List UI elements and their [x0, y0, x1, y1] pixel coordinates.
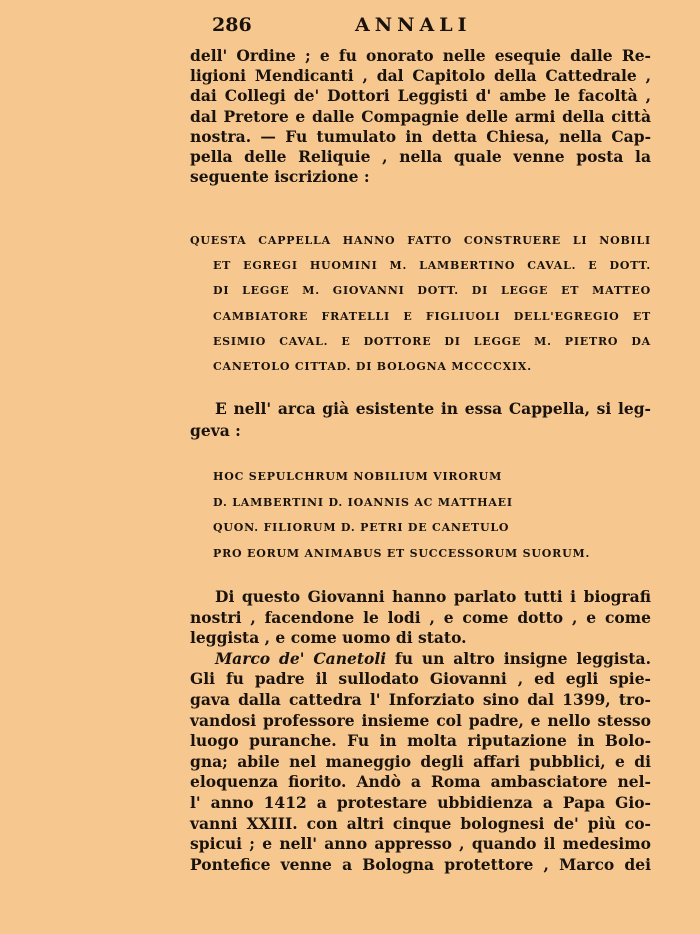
running-title: ANNALI: [355, 14, 472, 36]
inscription-line: PRO EORUM ANIMABUS ET SUCCESSORUM SUORUM.: [213, 546, 591, 560]
person-name: Marco de' Canetoli: [215, 648, 387, 668]
page-header: [212, 14, 512, 42]
chapel-inscription: [190, 228, 651, 379]
text-line: spicui ; e nell' anno appresso , quando il medesimo: [190, 834, 651, 854]
inscription-line: CANETOLO CITTAD. DI BOLOGNA MCCCCXIX.: [213, 359, 532, 373]
inscription-line: QUON. FILIORUM D. PETRI DE CANETULO: [213, 521, 510, 534]
text-line: seguente iscrizione :: [190, 167, 370, 187]
text-line: dai Collegi de' Dottori Leggisti d' ambe le facoltà ,: [190, 86, 651, 106]
text-line: gava dalla cattedra l' Inforziato sino dal 1399, tro-: [190, 689, 651, 709]
text-line: E nell' arca già esistente in essa Cappella, si leg-: [215, 399, 651, 418]
text-line: Di questo Giovanni hanno parlato tutti i biografi: [215, 587, 651, 606]
text-line: dal Pretore e dalle Compagnie delle armi della città: [190, 106, 651, 126]
text-line: ligioni Mendicanti , dal Capitolo della Cattedrale ,: [190, 66, 651, 86]
text-line-marco: [190, 649, 651, 670]
text-line: nostra. — Fu tumulato in detta Chiesa, nella Cap-: [190, 126, 651, 146]
paragraph-2: [190, 398, 651, 442]
text-line: vandosi professore insieme col padre, e nello stesso: [190, 710, 651, 730]
text-line: leggista , e come uomo di stato.: [190, 628, 467, 648]
text-line: luogo puranche. Fu in molta riputazione in Bolo-: [190, 731, 651, 751]
text-line: Pontefice venne a Bologna protettore , Marco dei: [190, 854, 651, 874]
text-line: eloquenza fiorito. Andò a Roma ambasciatore nel-: [190, 772, 651, 792]
inscription-line: D. LAMBERTINI D. IOANNIS AC MATTHAEI: [213, 495, 513, 509]
paragraph-1: [190, 46, 651, 187]
text-line: nostri , facendone le lodi , e come dotto , e come: [190, 607, 651, 627]
page-number: 286: [212, 14, 252, 36]
text-line: gna; abile nel maneggio degli affari pubblici, e di: [190, 751, 651, 771]
text-fragment: fu un altro insigne leggista.: [386, 648, 651, 668]
text-line: pella delle Reliquie , nella quale venne posta la: [190, 146, 651, 166]
paragraph-3: [190, 587, 651, 875]
text-line: l' anno 1412 a protestare ubbidienza a Papa Gio-: [190, 792, 651, 812]
text-line: geva :: [190, 421, 241, 440]
inscription-line: DI LEGGE M. GIOVANNI DOTT. DI LEGGE ET MATTEO: [213, 284, 651, 298]
text-line: dell' Ordine ; e fu onorato nelle esequie dalle Re-: [190, 46, 651, 65]
inscription-line: QUESTA CAPPELLA HANNO FATTO CONSTRUERE LI NOBILI: [190, 234, 651, 247]
inscription-line: CAMBIATORE FRATELLI E FIGLIUOLI DELL'EGREGIO ET: [213, 309, 651, 323]
text-line: Gli fu padre il sullodato Giovanni , ed egli spie-: [190, 669, 651, 689]
inscription-line: ET EGREGI HUOMINI M. LAMBERTINO CAVAL. E DOTT.: [213, 259, 651, 273]
text-line: vanni XXIII. con altri cinque bolognesi de' più co-: [190, 813, 651, 833]
inscription-line: HOC SEPULCHRUM NOBILIUM VIRORUM: [213, 470, 503, 483]
tomb-inscription: [190, 464, 651, 566]
inscription-line: ESIMIO CAVAL. E DOTTORE DI LEGGE M. PIETRO DA: [213, 334, 651, 348]
